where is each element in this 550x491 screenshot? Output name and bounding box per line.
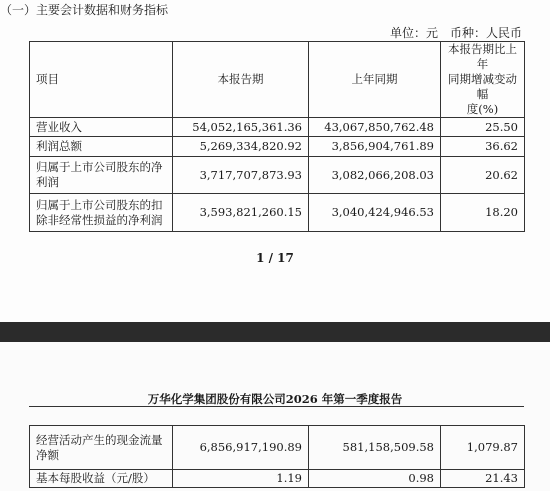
cell-prior: 3,040,424,946.53 [309,194,441,232]
row-label-line: 除非经常性损益的净利润 [36,212,163,227]
cell-prior: 3,856,904,761.89 [309,137,441,157]
section-title: （一）主要会计数据和财务指标 [0,3,169,17]
cell-current: 3,593,821,260.15 [173,194,309,232]
row-label [30,426,173,470]
row-label [30,157,173,194]
table-row [30,194,525,232]
cell-change: 18.20 [441,194,525,232]
cell-current: 6,856,917,190.89 [173,426,309,470]
row-label-line: 经营活动产生的现金流量 [36,432,163,447]
cell-current: 5,269,334,820.92 [173,137,309,157]
cell-prior: 581,158,509.58 [309,426,441,470]
table-header-row [30,42,525,118]
cell-current: 1.19 [173,470,309,488]
header-current-period: 本报告期 [173,42,309,118]
row-label-line: 利润 [36,175,59,189]
cell-change: 25.50 [441,118,525,137]
header-change-line: 度(%) [466,102,499,116]
header-change-percent [441,42,525,118]
table-row [30,470,525,488]
document-header: 万华化学集团股份有限公司2026 年第一季度报告 [147,392,403,406]
cell-prior: 3,082,066,208.03 [309,157,441,194]
table-row [30,118,525,137]
cell-current: 3,717,707,873.93 [173,157,309,194]
page-gap [0,322,550,342]
header-prior-period: 上年同期 [309,42,441,118]
header-change-line: 本报告期比上年 [448,42,517,71]
table-row [30,157,525,194]
financial-data-table-continued [29,425,525,488]
header-change-line: 同期增减变动幅 [448,72,517,101]
cell-change: 1,079.87 [441,426,525,470]
cell-change: 36.62 [441,137,525,157]
table-row [30,426,525,470]
row-label: 基本每股收益（元/股） [30,470,173,488]
cell-prior: 0.98 [309,470,441,488]
financial-data-table [29,41,525,232]
cell-current: 54,052,165,361.36 [173,118,309,137]
cell-prior: 43,067,850,762.48 [309,118,441,137]
row-label-line: 净额 [36,447,59,462]
table-row [30,137,525,157]
unit-currency-line: 单位：元 币种：人民币 [389,26,522,40]
header-item: 项目 [30,42,173,118]
row-label-line: 归属于上市公司股东的扣 [36,197,163,212]
cell-change: 20.62 [441,157,525,194]
row-label [30,194,173,232]
header-rule [29,406,524,407]
row-label: 利润总额 [30,137,173,157]
cell-change: 21.43 [441,470,525,488]
page-number: 1 / 17 [256,251,294,265]
row-label-line: 归属于上市公司股东的净 [36,160,163,174]
row-label: 营业收入 [30,118,173,137]
